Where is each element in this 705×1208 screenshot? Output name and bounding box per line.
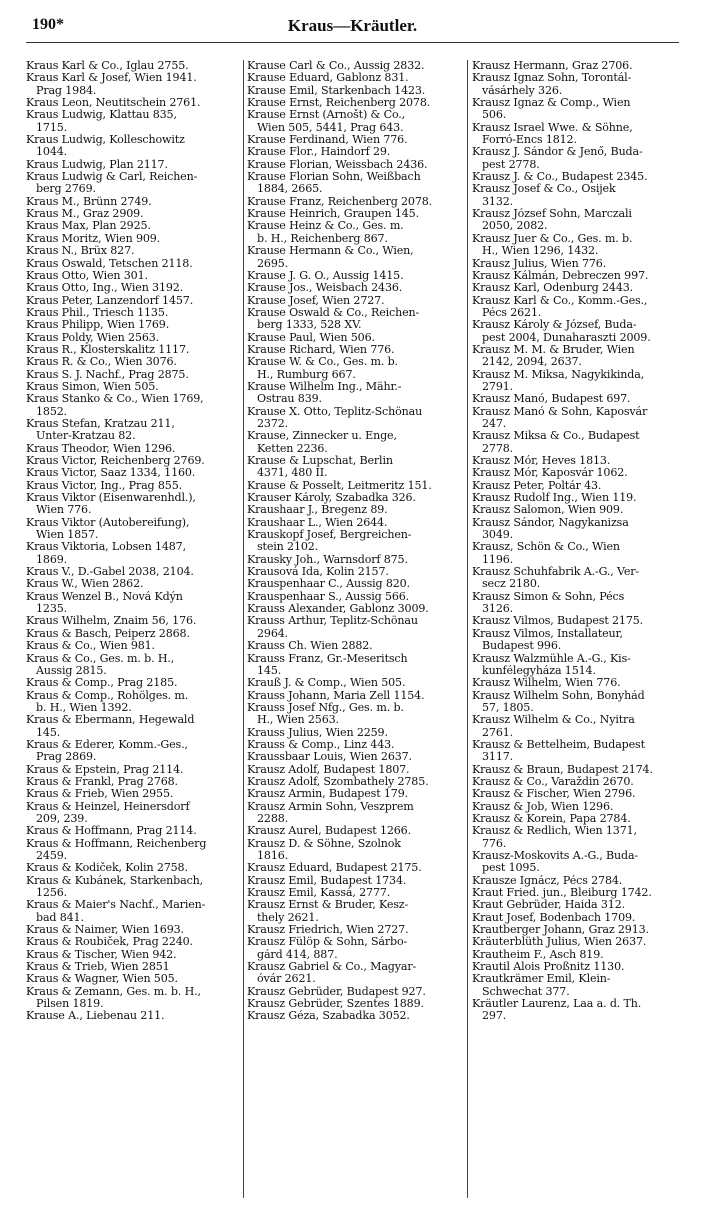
directory-line: 297. (482, 1010, 507, 1023)
directory-line: Krauspenhaar S., Aussig 566. (247, 590, 410, 603)
directory-line: Kraus Ludwig, Plan 2117. (26, 158, 168, 171)
directory-line: Kraus Ludwig, Klattau 835, (26, 109, 177, 122)
directory-line: Krausz Wilhelm, Wien 776. (472, 677, 621, 690)
directory-line: Kraus & Hoffmann, Reichenberg (26, 837, 207, 850)
directory-line: Krausz Gabriel & Co., Magyar- (247, 961, 417, 974)
directory-line: Krause W. & Co., Ges. m. b. (247, 356, 398, 369)
directory-line: Kraus Theodor, Wien 1296. (26, 442, 176, 455)
directory-line: Krausz Miksa & Co., Budapest (472, 430, 640, 443)
directory-line: Krause A., Liebenau 211. (26, 1010, 165, 1023)
directory-line: Krausz Mór, Kaposvár 1062. (472, 467, 628, 480)
directory-line: 1196. (482, 553, 514, 566)
directory-line: H., Wien 1296, 1432. (482, 245, 599, 258)
directory-line: Kraus & Roubiček, Prag 2240. (26, 936, 193, 949)
directory-line: Krause X. Otto, Teplitz-Schönau (247, 405, 423, 418)
directory-line: Krausz Israel Wwe. & Söhne, (472, 121, 633, 134)
directory-line: Kraus & Epstein, Prag 2114. (26, 763, 184, 776)
directory-line: Krausz, Schön & Co., Wien (472, 541, 620, 554)
directory-line: Krause Eduard, Gablonz 831. (247, 72, 409, 85)
directory-line: Kraus & Wagner, Wien 505. (26, 973, 178, 986)
directory-line: 247. (482, 417, 507, 430)
directory-line: H., Wien 2563. (257, 714, 339, 727)
directory-line: Pilsen 1819. (36, 998, 104, 1011)
directory-line: 2791. (482, 380, 514, 393)
directory-line: Krausz József Sohn, Marczali (472, 208, 632, 221)
directory-line: Kraus & Frankl, Prag 2768. (26, 775, 178, 788)
directory-line: thely 2621. (257, 911, 319, 924)
directory-line: Kraus N., Brüx 827. (26, 245, 135, 258)
page-title: Kraus—Kräutler. (287, 16, 418, 35)
directory-line: Krausz & Korein, Papa 2784. (472, 812, 631, 825)
directory-line: secz 2180. (482, 578, 541, 591)
directory-line: Kraus Ludwig, Kolleschowitz (26, 134, 185, 147)
directory-line: Kraus & Tischer, Wien 942. (26, 948, 177, 961)
directory-line: Krause Carl & Co., Aussig 2832. (247, 60, 425, 72)
directory-line: Kraus Oswald, Tetschen 2118. (26, 257, 193, 270)
directory-line: Prag 2869. (36, 751, 97, 764)
directory-line: Krause Florian, Weissbach 2436. (247, 158, 428, 171)
directory-line: 1715. (36, 121, 68, 134)
directory-line: Krausz Vilmos, Budapest 2175. (472, 615, 644, 628)
directory-line: Ostrau 839. (257, 393, 322, 406)
directory-line: Krauss Johann, Maria Zell 1154. (247, 689, 425, 702)
directory-line: Unter-Kratzau 82. (36, 430, 136, 443)
directory-line: Krausz Károly & József, Buda- (472, 319, 637, 332)
directory-line: Kraus Wilhelm, Znaim 56, 176. (26, 615, 197, 628)
directory-line: Krausz Emil, Kassá, 2777. (247, 887, 391, 900)
directory-line: 2050, 2082. (482, 220, 548, 233)
directory-line: 776. (482, 837, 507, 850)
directory-line: Krausz Karl, Ödenburg 2443. (472, 282, 634, 295)
directory-line: Krauser Károly, Szabadka 326. (247, 492, 416, 505)
directory-line: Krausz Aurel, Budapest 1266. (247, 825, 411, 838)
directory-line: Krausz J. Sándor & Jenő, Buda- (472, 146, 643, 159)
directory-line: Kraus & Naimer, Wien 1693. (26, 924, 184, 937)
directory-line: Krause Josef, Wien 2727. (247, 294, 385, 307)
directory-line: Krause Ernst (Arnošt) & Co., (247, 109, 406, 122)
directory-line: Krause Jos., Weisbach 2436. (247, 282, 403, 295)
directory-line: Krausová Ida, Kolin 2157. (247, 566, 389, 579)
directory-line: Krause Heinrich, Graupen 145. (247, 208, 419, 221)
directory-line: Krausz & Co., Varaždin 2670. (472, 775, 634, 788)
directory-line: Krausz Schuhfabrik A.-G., Ver- (472, 566, 640, 579)
directory-line: kunfélegyháza 1514. (482, 664, 596, 677)
directory-line: Aussig 2815. (36, 664, 107, 677)
directory-line: Krause, Zinnecker u. Enge, (247, 430, 397, 443)
directory-line: óvár 2621. (257, 973, 316, 986)
directory-line: Kraus & Comp., Rohölges. m. (26, 689, 189, 702)
directory-line: Krausz Sándor, Nagykanizsa (472, 516, 629, 529)
page-number: 190* (32, 16, 64, 33)
directory-line: Forró-Encs 1812. (482, 134, 577, 147)
directory-line: Kraus & Comp., Prag 2185. (26, 677, 178, 690)
directory-line: Kraus & Zemann, Ges. m. b. H., (26, 985, 201, 998)
directory-line: Krausz Armin, Budapest 179. (247, 788, 409, 801)
directory-line: Kraus Victor, Saaz 1334, 1160. (26, 467, 196, 480)
directory-line: Krauss Ch. Wien 2882. (247, 640, 373, 653)
directory-line: berg 1333, 528 XV. (257, 319, 362, 332)
directory-line: Kraus & Kubánek, Starkenbach, (26, 874, 204, 887)
directory-line: Kraus & Co., Wien 981. (26, 640, 155, 653)
directory-line: Kraus Moritz, Wien 909. (26, 232, 161, 245)
directory-line: Kraus Max, Plan 2925. (26, 220, 151, 233)
directory-line: Krausz & Redlich, Wien 1371, (472, 825, 637, 838)
directory-line: Kraus Victor, Reichenberg 2769. (26, 455, 205, 467)
directory-line: gárd 414, 887. (257, 948, 338, 961)
directory-line: Krausz Simon & Sohn, Pécs (472, 590, 625, 603)
directory-line: Budapest 996. (482, 640, 562, 653)
directory-line: Krauspenhaar C., Aussig 820. (247, 578, 410, 591)
directory-line: Krautberger Johann, Graz 2913. (472, 924, 649, 937)
directory-line: pest 2004, Dunaharaszti 2009. (482, 331, 651, 344)
directory-line: Ketten 2236. (257, 442, 328, 455)
directory-line: Kraus Ludwig & Carl, Reichen- (26, 171, 198, 184)
directory-line: Kraus Stanko & Co., Wien 1769, (26, 393, 204, 406)
directory-line: Krausz Manó & Sohn, Kaposvár (472, 405, 648, 418)
directory-line: Krauss Julius, Wien 2259. (247, 726, 388, 739)
directory-line: 57, 1805. (482, 701, 534, 714)
directory-line: Krausz Josef & Co., Osijek (472, 183, 616, 196)
directory-line: 3126. (482, 603, 514, 616)
directory-line: Prag 1984. (36, 84, 97, 97)
directory-line: Krausz J. & Co., Budapest 2345. (472, 171, 648, 184)
directory-line: Krausz Armin Sohn, Veszprem (247, 800, 414, 813)
directory-line: Krausz Walzmühle A.-G., Kis- (472, 652, 631, 665)
directory-line: Kraus & Ederer, Komm.-Ges., (26, 738, 188, 751)
directory-line: Kraus Karl & Josef, Wien 1941. (26, 72, 197, 85)
directory-line: 145. (257, 664, 282, 677)
directory-line: Krausz Peter, Poltár 43. (472, 479, 602, 492)
directory-line: Kraus Poldy, Wien 2563. (26, 331, 160, 344)
directory-line: Krausz Karl & Co., Komm.-Ges., (472, 294, 648, 307)
directory-line: Krautheim F., Asch 819. (472, 948, 604, 961)
directory-line: Krause Ernst, Reichenberg 2078. (247, 97, 431, 110)
directory-line: Krauss Alexander, Gablonz 3009. (247, 603, 429, 616)
directory-line: Kraus Simon, Wien 505. (26, 380, 159, 393)
directory-line: Kraus M., Graz 2909. (26, 208, 144, 221)
directory-line: Krause Emil, Starkenbach 1423. (247, 84, 426, 97)
directory-line: Pécs 2621. (482, 306, 542, 319)
directory-line: Krausz Géza, Szabadka 3052. (247, 1010, 410, 1023)
column-1 (26, 60, 240, 1200)
directory-line: Krautil Alois Proßnitz 1130. (472, 961, 625, 974)
directory-line: Kraus W., Wien 2862. (26, 578, 144, 591)
directory-line: Kraut Fried. jun., Bleiburg 1742. (472, 887, 652, 900)
directory-line: Kraus & Basch, Peiperz 2868. (26, 627, 190, 640)
directory-line: pest 2778. (482, 158, 540, 171)
directory-line: Schwechat 377. (482, 985, 570, 998)
directory-line: Krauskopf Josef, Bergreichen- (247, 529, 412, 542)
directory-line: Kraus R. & Co., Wien 3076. (26, 356, 177, 369)
column-divider (467, 60, 468, 1198)
directory-line: Krause Wilhelm Ing., Mähr.- (247, 380, 402, 393)
column-3 (472, 60, 678, 1200)
directory-line: Krausze Ignácz, Pécs 2784. (472, 874, 623, 887)
directory-line: Krause Heinz & Co., Ges. m. (247, 220, 404, 233)
directory-line: 2288. (257, 812, 289, 825)
directory-line: 506. (482, 109, 507, 122)
directory-line: 3132. (482, 195, 514, 208)
directory-line: 2695. (257, 257, 289, 270)
directory-line: Krausz Wilhelm & Co., Nyitra (472, 714, 635, 727)
directory-line: Krausz Emil, Budapest 1734. (247, 874, 407, 887)
directory-line: Krause Franz, Reichenberg 2078. (247, 195, 433, 208)
directory-line: Kraus Leon, Neutitschein 2761. (26, 97, 201, 110)
column-2 (247, 60, 461, 1200)
directory-line: vásárhely 326. (482, 84, 563, 97)
directory-line: Krause Hermann & Co., Wien, (247, 245, 414, 258)
directory-line: Wien 505, 5441, Prag 643. (257, 121, 404, 134)
directory-line: Krausz & Braun, Budapest 2174. (472, 763, 653, 776)
directory-line: Kraus Stefan, Kratzau 211, (26, 417, 175, 430)
directory-line: Kraus M., Brünn 2749. (26, 195, 152, 208)
directory-line: Krauss Franz, Gr.-Meseritsch (247, 652, 408, 665)
directory-line: 1869. (36, 553, 68, 566)
directory-line: 4371, 480 II. (257, 467, 328, 480)
directory-line: Kräuterblüth Julius, Wien 2637. (472, 936, 647, 949)
directory-line: Krause Oswald & Co., Reichen- (247, 306, 420, 319)
directory-line: Kraus Victor, Ing., Prag 855. (26, 479, 182, 492)
directory-line: Krausz Friedrich, Wien 2727. (247, 924, 409, 937)
directory-line: Kraus Viktor (Eisenwarenhdl.), (26, 492, 196, 505)
directory-line: Krause Richard, Wien 776. (247, 343, 395, 356)
directory-line: Krausz M. M. & Bruder, Wien (472, 343, 635, 356)
directory-line: Krausz Mór, Heves 1813. (472, 455, 611, 467)
directory-line: Krausz Adolf, Budapest 1807. (247, 763, 410, 776)
directory-line: Krausz Salomon, Wien 909. (472, 504, 624, 517)
directory-line: Kraus Phil., Triesch 1135. (26, 306, 169, 319)
directory-line: Krausz Ernst & Bruder, Kesz- (247, 899, 409, 912)
directory-line: Kraus & Trieb, Wien 2851 (26, 961, 170, 974)
directory-line: Krausz & Bettelheim, Budapest (472, 738, 645, 751)
directory-line: Kraushaar L., Wien 2644. (247, 516, 388, 529)
directory-line: Krausz D. & Söhne, Szolnok (247, 837, 401, 850)
directory-line: Kraus & Co., Ges. m. b. H., (26, 652, 175, 665)
directory-line: Krause Paul, Wien 506. (247, 331, 375, 344)
directory-line: b. H., Reichenberg 867. (257, 232, 388, 245)
directory-line: 2142, 2094, 2637. (482, 356, 582, 369)
directory-line: Kraus Wenzel B., Nová Kdýn (26, 590, 183, 603)
directory-line: Krautkrämer Emil, Klein- (472, 973, 611, 986)
directory-line: Kraus & Kodiček, Kolin 2758. (26, 862, 188, 875)
directory-line: 1235. (36, 603, 68, 616)
directory-line: Krause Flor., Haindorf 29. (247, 146, 391, 159)
directory-line: Krausz M. Miksa, Nagykikinda, (472, 368, 645, 381)
directory-line: Krause Ferdinand, Wien 776. (247, 134, 408, 147)
directory-line: 1852. (36, 405, 68, 418)
directory-line: 1044. (36, 146, 68, 159)
directory-line: Kraussbaar Louis, Wien 2637. (247, 751, 412, 764)
directory-line: Kraus & Hoffmann, Prag 2114. (26, 825, 197, 838)
directory-line: Kraus Peter, Lanzendorf 1457. (26, 294, 194, 307)
directory-line: Krausky Joh., Warnsdorf 875. (247, 553, 408, 566)
directory-line: Wien 1857. (36, 529, 99, 542)
directory-line: Kraus Karl & Co., Iglau 2755. (26, 60, 189, 72)
directory-line: Krause Florian Sohn, Weißbach (247, 171, 421, 184)
directory-line: Krausz Hermann, Graz 2706. (472, 60, 633, 72)
directory-line: Krause & Lupschat, Berlin (247, 455, 393, 467)
directory-line: Krausz Fülöp & Sohn, Sárbo- (247, 936, 408, 949)
directory-line: 2761. (482, 726, 514, 739)
directory-line: Krausz Eduard, Budapest 2175. (247, 862, 422, 875)
directory-line: Krauss Josef Nfg., Ges. m. b. (247, 701, 404, 714)
directory-line: 209, 239. (36, 812, 88, 825)
directory-line: Krausz Vilmos, Installateur, (472, 627, 623, 640)
directory-line: Kraus & Ebermann, Hegewald (26, 714, 195, 727)
directory-line: b. H., Wien 1392. (36, 701, 132, 714)
directory-line: 1256. (36, 887, 68, 900)
directory-line: 2964. (257, 627, 289, 640)
directory-line: Krausz Ignaz & Comp., Wien (472, 97, 631, 110)
directory-line: 2459. (36, 850, 68, 862)
directory-line: Kraus Philipp, Wien 1769. (26, 319, 170, 332)
directory-line: Kraut Gebrüder, Haida 312. (472, 899, 625, 912)
directory-line: Krausz Gebrüder, Szentes 1889. (247, 998, 424, 1011)
directory-line: stein 2102. (257, 541, 319, 554)
directory-line: Krausz Wilhelm Sohn, Bonyhád (472, 689, 645, 702)
directory-line: Kraus V., D.-Gabel 2038, 2104. (26, 566, 194, 579)
directory-line: 2372. (257, 417, 289, 430)
directory-line: Krausz Rudolf Ing., Wien 119. (472, 492, 637, 505)
directory-line: Kraus Viktor (Autobereifung), (26, 516, 190, 529)
directory-line: Kraut Josef, Bodenbach 1709. (472, 911, 636, 924)
column-divider (243, 60, 244, 1198)
directory-line: bad 841. (36, 911, 84, 924)
directory-line: Krausz Kálmán, Debreczen 997. (472, 269, 649, 282)
directory-line: Kraus Otto, Ing., Wien 3192. (26, 282, 184, 295)
directory-line: Kraus Viktoria, Lobsen 1487, (26, 541, 186, 554)
directory-line: Kraus & Heinzel, Heinersdorf (26, 800, 190, 813)
directory-line: Krause & Posselt, Leitmeritz 151. (247, 479, 432, 492)
directory-line: Krauss & Comp., Linz 443. (247, 738, 395, 751)
directory-line: Krausz & Fischer, Wien 2796. (472, 788, 636, 801)
directory-line: Krausz-Moskovits A.-G., Buda- (472, 850, 639, 862)
directory-columns (26, 60, 680, 1200)
directory-line: H., Rumburg 667. (257, 368, 356, 381)
directory-line: 145. (36, 726, 61, 739)
page-header (26, 14, 679, 43)
directory-line: Kraus R., Klosterskalitz 1117. (26, 343, 190, 356)
directory-line: 3049. (482, 529, 514, 542)
directory-line: Krausz Manó, Budapest 697. (472, 393, 631, 406)
directory-line: Krausz Ignaz Sohn, Torontál- (472, 72, 632, 85)
directory-line: Krausz Julius, Wien 776. (472, 257, 607, 270)
directory-line: berg 2769. (36, 183, 96, 196)
directory-line: Krausz & Job, Wien 1296. (472, 800, 614, 813)
directory-line: Krausz Gebrüder, Budapest 927. (247, 985, 426, 998)
directory-line: Kraushaar J., Bregenz 89. (247, 504, 388, 517)
directory-line: Krausz Juer & Co., Ges. m. b. (472, 232, 633, 245)
directory-line: Kraus & Frieb, Wien 2955. (26, 788, 174, 801)
directory-line: Kraus S. J. Nachf., Prag 2875. (26, 368, 189, 381)
directory-line: 3117. (482, 751, 514, 764)
directory-line: 2778. (482, 442, 514, 455)
directory-line: Krauß J. & Comp., Wien 505. (247, 677, 406, 690)
directory-line: Krause J. G. O., Aussig 1415. (247, 269, 404, 282)
directory-line: Kraus & Maier's Nachf., Marien- (26, 899, 206, 912)
directory-line: Krauss Arthur, Teplitz-Schönau (247, 615, 418, 628)
directory-line: pest 1095. (482, 862, 540, 875)
directory-line: 1816. (257, 850, 289, 862)
directory-line: Krausz Adolf, Szombathely 2785. (247, 775, 429, 788)
directory-line: Kräutler Laurenz, Laa a. d. Th. (472, 998, 642, 1011)
directory-line: Kraus Otto, Wien 301. (26, 269, 148, 282)
directory-line: 1884, 2665. (257, 183, 323, 196)
directory-line: Wien 776. (36, 504, 92, 517)
